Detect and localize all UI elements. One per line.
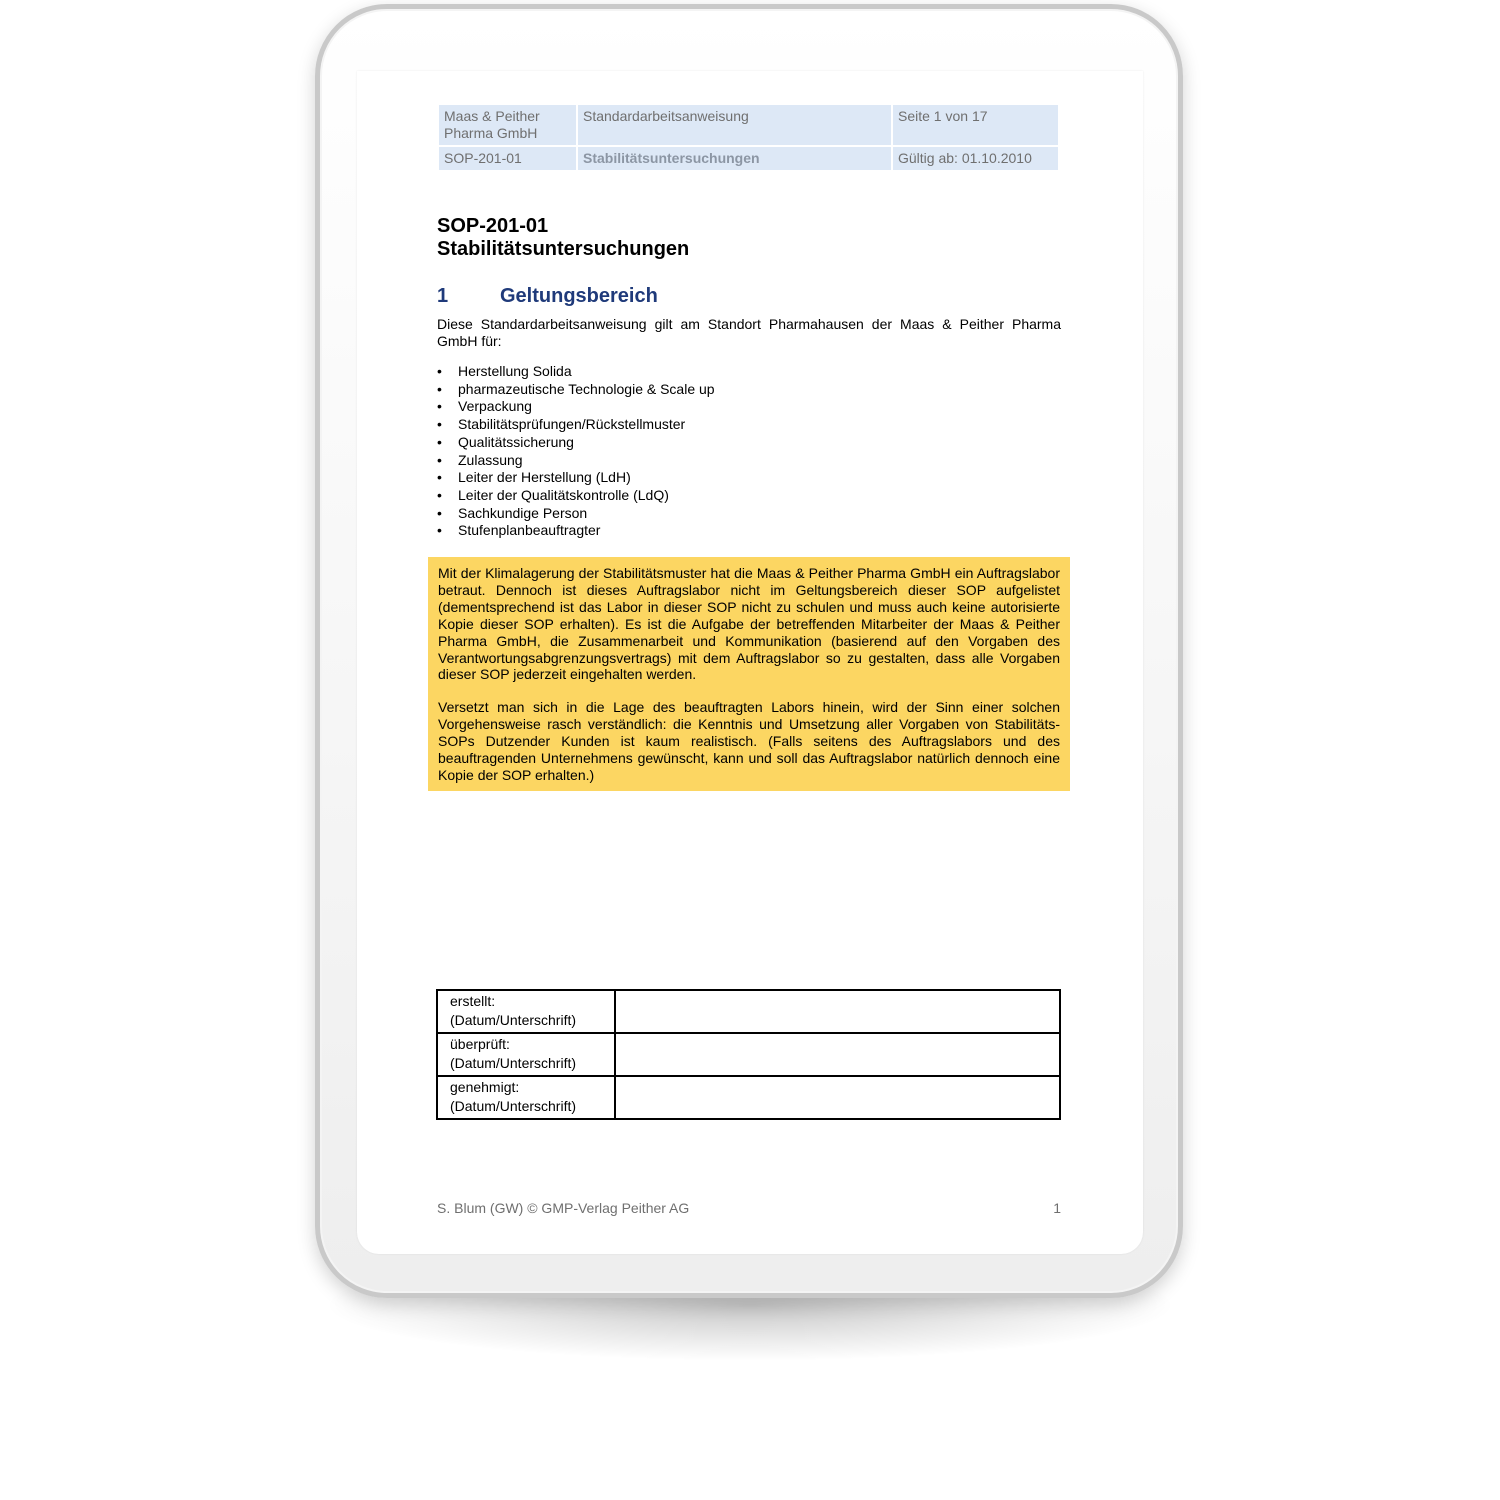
highlighted-note: [428, 557, 1070, 791]
section-intro: Diese Standardarbeitsanweisung gilt am Standort Pharmahausen der Maas & Peither Pharma GmbH für:: [437, 316, 1061, 349]
signature-field-created[interactable]: [615, 990, 1060, 1033]
section-title: Geltungsbereich: [500, 285, 658, 307]
signature-role: erstellt:: [450, 993, 496, 1009]
title-doc-id: SOP-201-01: [437, 215, 549, 237]
section-number: 1: [437, 285, 449, 307]
signature-hint: (Datum/Unterschrift): [450, 1098, 577, 1114]
footer-page-number: 1: [1053, 1200, 1061, 1216]
list-item: • Herstellung Solida: [437, 363, 715, 381]
signature-hint: (Datum/Unterschrift): [450, 1055, 577, 1071]
signature-table: [436, 989, 1061, 1120]
list-item: • Qualitätssicherung: [437, 434, 715, 452]
signature-label: [437, 1033, 615, 1076]
header-subject: Stabilitätsuntersuchungen: [578, 147, 891, 170]
list-item: • Leiter der Qualitätskontrolle (LdQ): [437, 487, 715, 505]
title-subject: Stabilitätsuntersuchungen: [437, 238, 690, 260]
header-valid-from: Gültig ab: 01.10.2010: [893, 147, 1058, 170]
footer-copyright: S. Blum (GW) © GMP-Verlag Peither AG: [437, 1200, 690, 1216]
document-title: [437, 215, 689, 261]
signature-field-approved[interactable]: [615, 1076, 1060, 1119]
header-page-info: Seite 1 von 17: [893, 105, 1058, 145]
list-item: • pharmazeutische Technologie & Scale up: [437, 381, 715, 399]
header-company: Maas & Peither Pharma GmbH: [439, 105, 576, 145]
signature-role: überprüft:: [450, 1036, 510, 1052]
signature-hint: (Datum/Unterschrift): [450, 1012, 577, 1028]
signature-field-reviewed[interactable]: [615, 1033, 1060, 1076]
document-header-table: [437, 103, 1060, 172]
scope-list: [437, 363, 715, 540]
table-row: [437, 1033, 1060, 1076]
section-heading: [437, 285, 658, 308]
header-doc-type: Standardarbeitsanweisung: [578, 105, 891, 145]
note-paragraph-2: Versetzt man sich in die Lage des beauftragten Labors hinein, wird der Sinn einer solchen Vorgehensweise rasch verständlich: die Kenntnis und Umsetzung aller Vorgaben von Stabilitäts-SOPs Dutzender Kunden ist kaum realistisch. (Falls seitens des Auftragslabors und des beauftragenden Unternehmens gewünscht, kann und soll das Auftragslabor natürlich dennoch eine Kopie der SOP erhalten.): [438, 699, 1060, 783]
signature-label: [437, 1076, 615, 1119]
table-row: [437, 1076, 1060, 1119]
list-item: • Leiter der Herstellung (LdH): [437, 469, 715, 487]
signature-role: genehmigt:: [450, 1079, 520, 1095]
table-row: [437, 990, 1060, 1033]
list-item: • Stabilitätsprüfungen/Rückstellmuster: [437, 416, 715, 434]
note-paragraph-1: Mit der Klimalagerung der Stabilitätsmuster hat die Maas & Peither Pharma GmbH ein Auftragslabor betraut. Dennoch ist dieses Auftragslabor nicht im Geltungsbereich dieser SOP aufgelistet (dementsprechend ist das Labor in dieser SOP nicht zu schulen und muss auch keine autorisierte Kopie dieser SOP erhalten). Es ist die Aufgabe der betreffenden Mitarbeiter der Maas & Peither Pharma GmbH, die Zusammenarbeit und Kommunikation (basierend auf den Vorgaben des Verantwortungsabgrenzungsvertrags) mit dem Auftragslabor so zu gestalten, dass alle Vorgaben dieser SOP jederzeit eingehalten werden.: [438, 565, 1060, 683]
list-item: • Zulassung: [437, 452, 715, 470]
list-item: • Sachkundige Person: [437, 505, 715, 523]
document-page[interactable]: [357, 71, 1143, 1254]
signature-label: [437, 990, 615, 1033]
list-item: • Verpackung: [437, 398, 715, 416]
list-item: • Stufenplanbeauftragter: [437, 522, 715, 540]
header-doc-id: SOP-201-01: [439, 147, 576, 170]
